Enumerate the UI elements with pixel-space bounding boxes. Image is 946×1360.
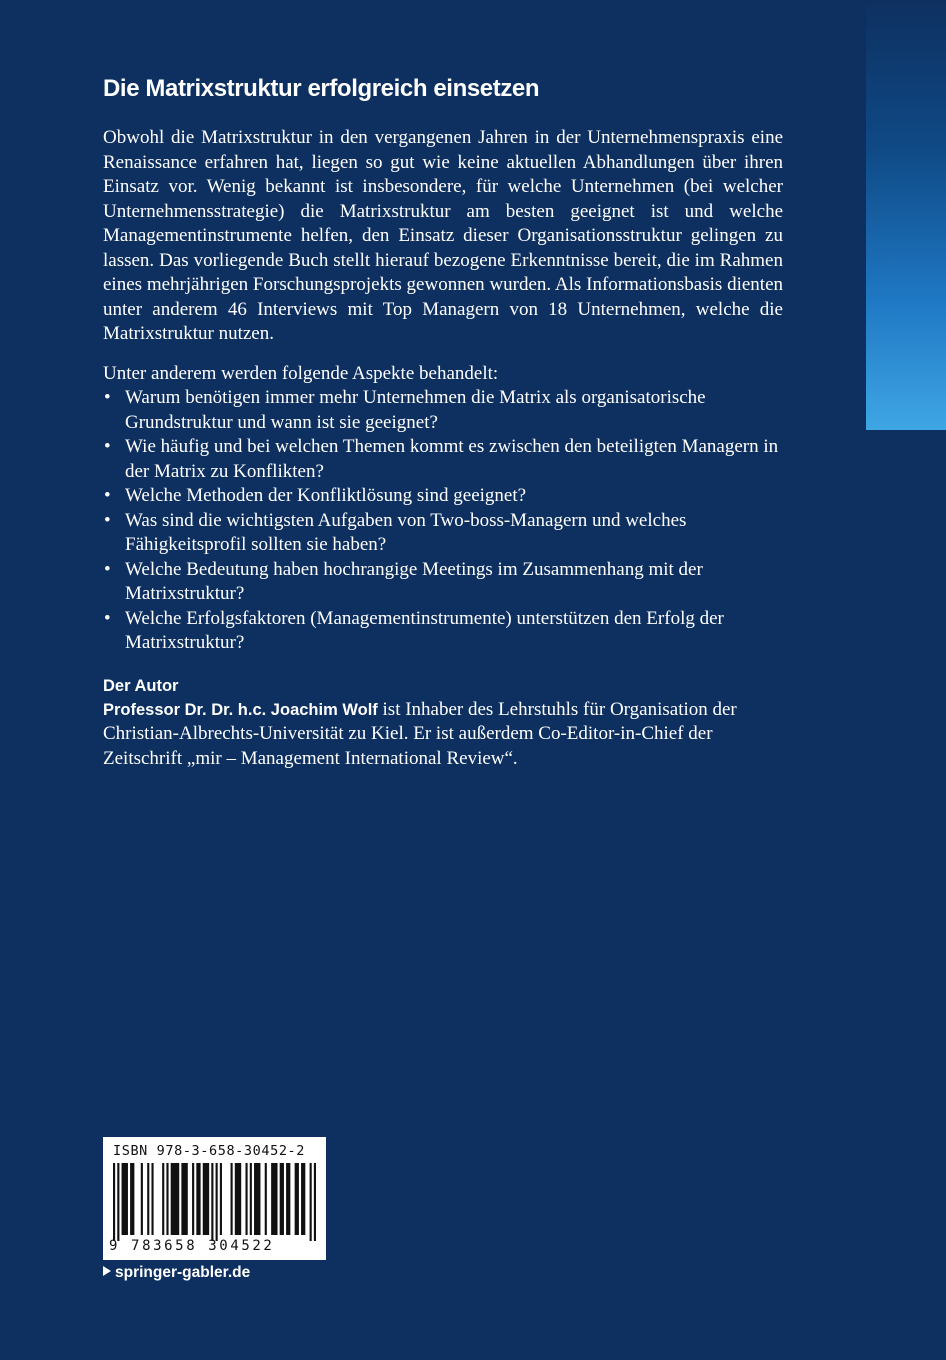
bullet-icon: • — [104, 607, 111, 629]
barcode-bar — [295, 1163, 299, 1235]
barcode-bar — [151, 1163, 153, 1235]
barcode-bar — [265, 1163, 267, 1235]
barcode-bar — [286, 1163, 290, 1235]
bullet-icon: • — [104, 558, 111, 580]
barcode-bar — [141, 1163, 143, 1235]
publisher-website[interactable] — [103, 1264, 250, 1282]
barcode-bar — [166, 1163, 168, 1235]
author-bio — [103, 698, 783, 772]
barcode-bar — [203, 1163, 209, 1235]
intro-paragraph: Obwohl die Matrixstruktur in den vergangenen Jahren in der Unternehmenspraxis eine Renaissance erfahren hat, liegen so gut wie keine aktuellen Abhandlungen über ihren Einsatz vor. Wenig bekannt ist insbesondere, für welche Unternehmen (bei welcher Unternehmensstrategie) die Matrixstruktur am besten geeignet ist und welche Managementinstrumente helfen, den Einsatz dieser Organisationsstruktur gelingen zu lassen. Das vorliegende Buch stellt hierauf bezogene Erkenntnisse bereit, die im Rahmen eines mehrjährigen Forschungsprojekts gewonnen wurden. Als Informationsbasis dienten unter anderem 46 Interviews mit Top Managern von 18 Unternehmen, welche die Matrixstruktur nutzen. — [103, 127, 783, 344]
barcode-guard-bar — [314, 1163, 316, 1241]
bullet-icon: • — [104, 485, 111, 506]
barcode-guard-bar — [117, 1163, 119, 1241]
isbn-label: ISBN 978-3-658-30452-2 — [113, 1143, 306, 1159]
barcode-guard-bar — [310, 1163, 312, 1241]
list-item-text: Was sind die wichtigsten Aufgaben von Two-boss-Managern und welches Fähigkeitsprofil sollten sie haben? — [125, 509, 687, 555]
barcode-bar — [245, 1163, 247, 1235]
barcode-guard-bar — [211, 1163, 213, 1241]
aspects-list — [103, 386, 783, 656]
website-label: springer-gabler.de — [115, 1264, 251, 1281]
barcode-bar — [192, 1163, 194, 1235]
barcode-bar — [231, 1163, 233, 1235]
play-arrow-icon — [103, 1266, 111, 1276]
isbn-barcode — [103, 1137, 326, 1260]
barcode-bar — [235, 1163, 241, 1235]
barcode-bar — [181, 1163, 187, 1235]
barcode-bar — [130, 1163, 134, 1235]
list-item — [103, 509, 783, 558]
barcode-bar — [171, 1163, 180, 1235]
aspects-list-intro: Unter anderem werden folgende Aspekte behandelt: — [103, 362, 499, 384]
barcode-bar — [122, 1163, 128, 1235]
bullet-icon: • — [104, 387, 111, 408]
ean-digits: 9 783658 304522 — [109, 1238, 275, 1254]
author-heading: Der Autor — [103, 676, 179, 695]
list-item-text: Welche Methoden der Konfliktlösung sind geeignet? — [125, 485, 527, 506]
barcode-bar — [250, 1163, 252, 1235]
bullet-icon: • — [104, 509, 111, 531]
list-item — [103, 558, 783, 607]
accent-gradient-bar — [866, 0, 946, 430]
barcode-bar — [196, 1163, 200, 1235]
list-item — [103, 607, 783, 656]
list-item-text: Wie häufig und bei welchen Themen kommt es zwischen den beteiligten Managern in der Matrix zu Konflikten? — [125, 436, 779, 482]
barcode-guard-bar — [113, 1163, 115, 1241]
author-description: ist Inhaber des Lehrstuhls für Organisation der Christian-Albrechts-Universität zu Kiel. Er ist außerdem Co-Editor-in-Chief der Zeitschrift „mir – Management International Review“. — [103, 698, 737, 769]
book-title: Die Matrixstruktur erfolgreich einsetzen — [103, 75, 540, 102]
barcode-bar — [254, 1163, 260, 1235]
barcode-bar — [280, 1163, 284, 1235]
barcode-bar — [220, 1163, 222, 1235]
barcode-bars — [113, 1163, 316, 1241]
barcode-bar — [271, 1163, 277, 1235]
barcode-bar — [301, 1163, 305, 1235]
list-item-text: Warum benötigen immer mehr Unternehmen die Matrix als organisatorische Grundstruktur und wann ist sie geeignet? — [125, 387, 706, 433]
list-item-text: Welche Erfolgsfaktoren (Managementinstrumente) unterstützen den Erfolg der Matrixstruktur? — [125, 607, 724, 653]
barcode-guard-bar — [216, 1163, 218, 1241]
list-item — [103, 435, 783, 484]
list-item — [103, 386, 783, 435]
list-item — [103, 484, 783, 509]
list-item-text: Welche Bedeutung haben hochrangige Meetings im Zusammenhang mit der Matrixstruktur? — [125, 558, 703, 604]
barcode-bar — [147, 1163, 149, 1235]
cover-text-block — [103, 74, 783, 771]
barcode-bar — [162, 1163, 164, 1235]
bullet-icon: • — [104, 436, 111, 457]
author-name: Professor Dr. Dr. h.c. Joachim Wolf — [103, 700, 378, 719]
